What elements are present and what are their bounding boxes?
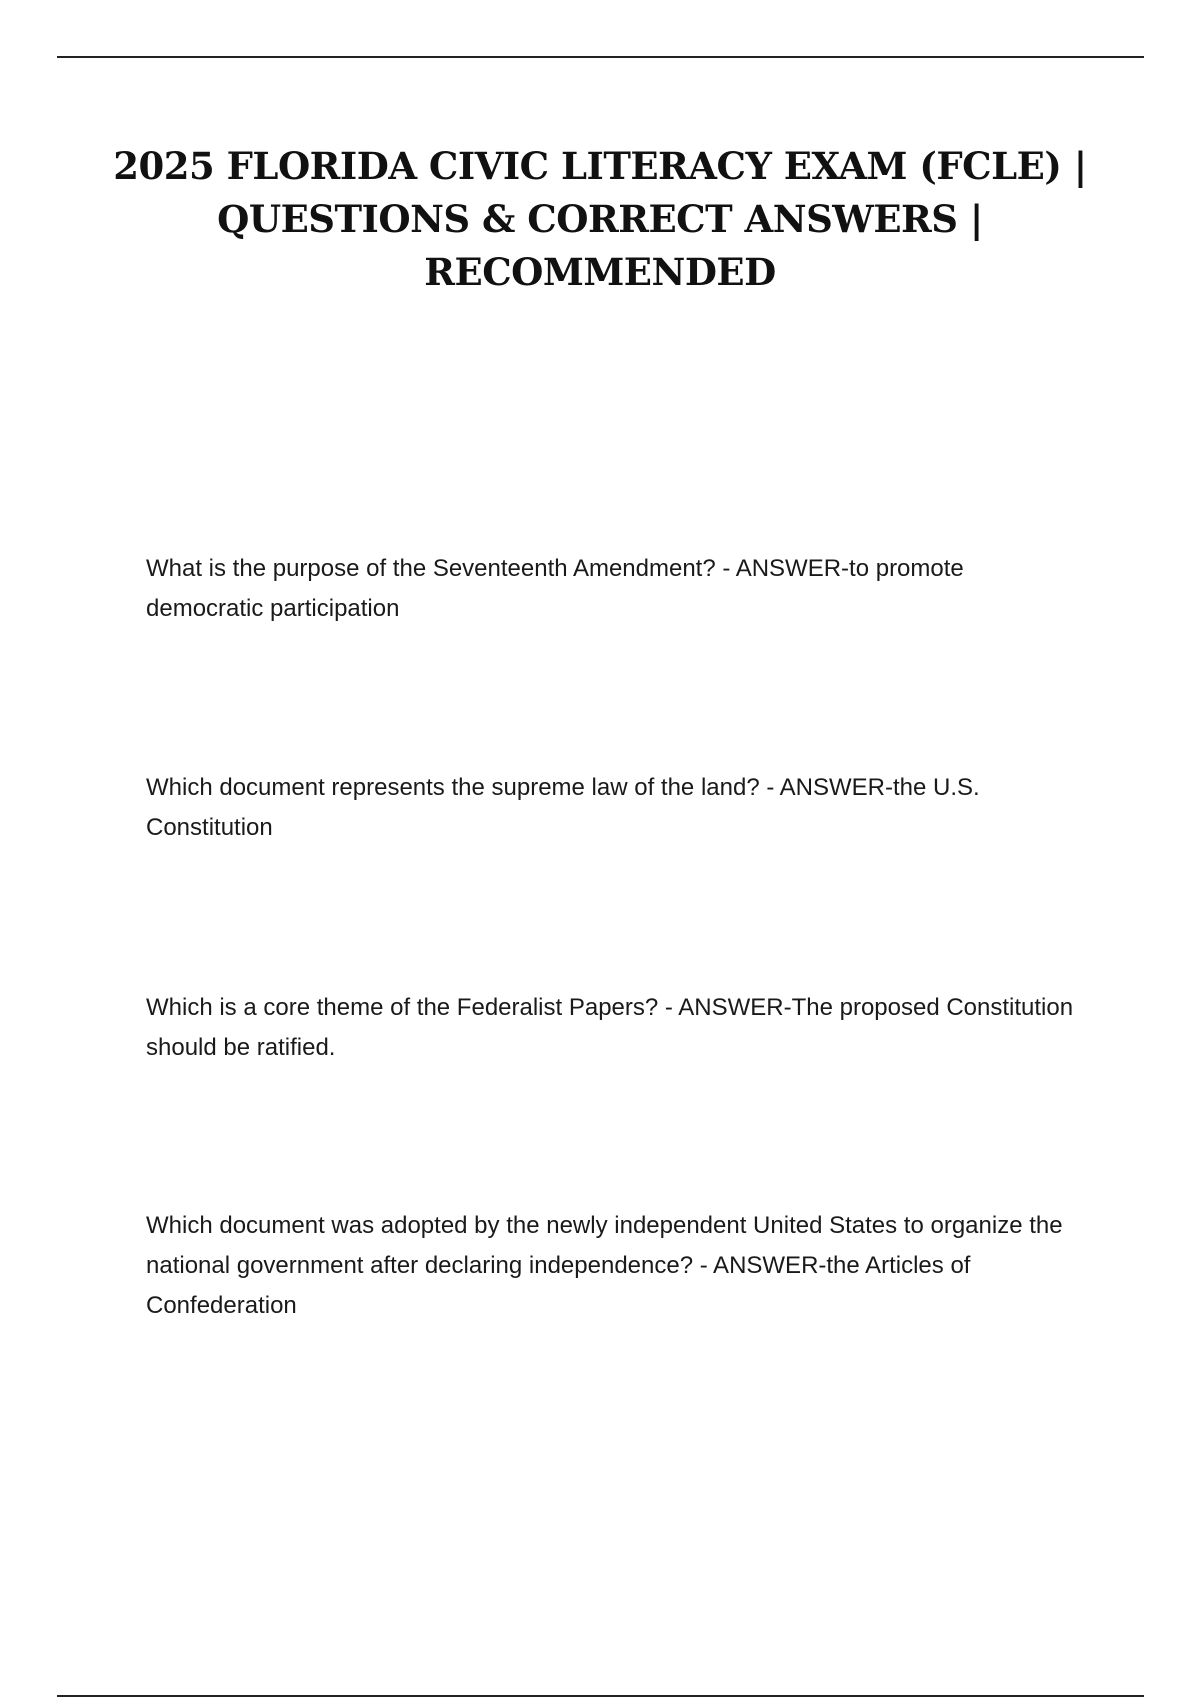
qa-item-4: Which document was adopted by the newly independent United States to organize the national government after declaring independence? - ANSWER-the Articles of Confederation: [146, 1212, 1063, 1319]
document-title: 2025 FLORIDA CIVIC LITERACY EXAM (FCLE) | QUESTIONS & CORRECT ANSWERS | RECOMMENDED: [113, 144, 1087, 294]
qa-item-1: What is the purpose of the Seventeenth Amendment? - ANSWER-to promote democratic participation: [146, 555, 964, 622]
qa-item-3: Which is a core theme of the Federalist Papers? - ANSWER-The proposed Constitution should be ratified.: [146, 994, 1074, 1061]
top-divider: [57, 56, 1144, 58]
qa-item-2: Which document represents the supreme law of the land? - ANSWER-the U.S. Constitution: [146, 774, 980, 841]
bottom-divider: [57, 1695, 1144, 1697]
